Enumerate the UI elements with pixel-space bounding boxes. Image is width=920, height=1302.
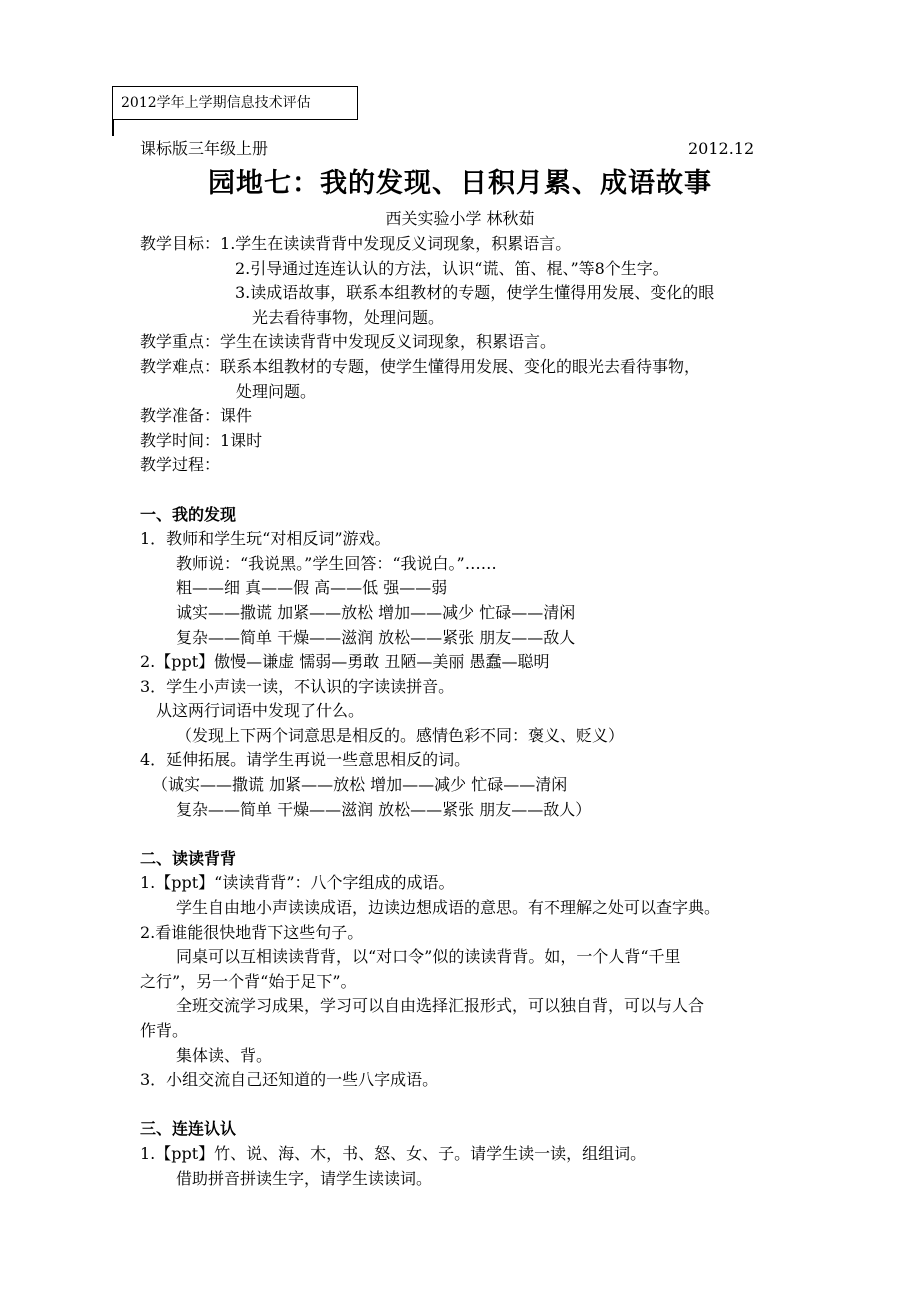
spacer — [140, 822, 785, 847]
goal-3a: 3.读成语故事，联系本组教材的专题，使学生懂得用发展、变化的眼 — [235, 283, 715, 303]
header-rule — [112, 120, 114, 136]
section3-line-1: 1.【ppt】竹、说、海、木，书、怒、女、子。请学生读一读，组组词。 — [140, 1143, 647, 1163]
section1-heading: 一、我的发现 — [140, 504, 237, 524]
section1-line-5: 复杂——简单 干燥——滋润 放松——紧张 朋友——敌人 — [176, 627, 576, 647]
grade-label: 课标版三年级上册 — [140, 139, 269, 158]
section2-line-2: 学生自由地小声读读成语，边读边想成语的意思。有不理解之处可以查字典。 — [176, 898, 721, 918]
section2-line-6: 全班交流学习成果，学习可以自由选择汇报形式，可以独自背，可以与人合 — [176, 996, 705, 1016]
section2-line-1: 1.【ppt】“读读背背”：八个字组成的成语。 — [140, 873, 455, 893]
section2-line-7: 作背。 — [140, 1021, 189, 1040]
section3-line-2: 借助拼音拼读生字，请学生读读词。 — [176, 1168, 433, 1188]
key-point: 教学重点：学生在读读背背中发现反义词现象，积累语言。 — [140, 332, 557, 352]
teaching-time: 教学时间：1课时 — [140, 430, 263, 450]
section1-line-12: 复杂——简单 干燥——滋润 放松——紧张 朋友——敌人） — [176, 799, 592, 819]
section2-line-8: 集体读、背。 — [176, 1045, 273, 1065]
section1-line-1: 1．教师和学生玩“对相反词”游戏。 — [140, 529, 391, 549]
section1-line-10: 4．延伸拓展。请学生再说一些意思相反的词。 — [140, 750, 471, 770]
section2-line-4: 同桌可以互相读读背背，以“对口令”似的读读背背。如，一个人背“千里 — [176, 947, 681, 967]
goal-1: 1.学生在读读背背中发现反义词现象，积累语言。 — [220, 234, 572, 253]
preparation: 教学准备：课件 — [140, 406, 253, 426]
section2-heading: 二、读读背背 — [140, 848, 237, 868]
section2-line-9: 3．小组交流自己还知道的一些八字成语。 — [140, 1070, 439, 1090]
goal-3b: 光去看待事物，处理问题。 — [252, 307, 445, 327]
goal-2: 2.引导通过连连认认的方法，认识“谎、笛、棍、”等8个生字。 — [235, 258, 669, 278]
section1-line-4: 诚实——撒谎 加紧——放松 增加——减少 忙碌——清闲 — [176, 602, 576, 622]
section1-line-2: 教师说：“我说黑。”学生回答：“我说白。”…… — [176, 553, 497, 573]
goals-line-1 — [140, 232, 785, 257]
section2-line-5: 之行”，另一个背“始于足下”。 — [140, 971, 357, 991]
difficulty-b: 处理问题。 — [236, 381, 317, 401]
goals-label: 教学目标： — [140, 234, 221, 253]
header-box-label: 2012学年上学期信息技术评估 — [112, 86, 358, 120]
section1-line-7: 3．学生小声读一读，不认识的字读读拼音。 — [140, 676, 455, 696]
document-body — [140, 232, 785, 1191]
section1-line-11: （诚实——撒谎 加紧——放松 增加——减少 忙碌——清闲 — [152, 775, 568, 795]
section2-line-3: 2.看谁能很快地背下这些句子。 — [140, 922, 364, 942]
page-title: 园地七：我的发现、日积月累、成语故事 — [208, 168, 712, 199]
author-line: 西关实验小学 林秋茹 — [385, 209, 535, 228]
spacer — [140, 478, 785, 503]
section1-line-8: 从这两行词语中发现了什么。 — [156, 701, 365, 721]
date-label: 2012.12 — [688, 139, 755, 158]
section1-line-9: （发现上下两个词意思是相反的。感情色彩不同：褒义、贬义） — [176, 725, 625, 745]
section3-heading: 三、连连认认 — [140, 1119, 237, 1139]
difficulty-a: 教学难点：联系本组教材的专题，使学生懂得用发展、变化的眼光去看待事物， — [140, 356, 701, 376]
teaching-process: 教学过程： — [140, 455, 221, 475]
spacer — [140, 1093, 785, 1118]
section1-line-3: 粗——细 真——假 高——低 强——弱 — [176, 578, 448, 598]
section1-line-6: 2.【ppt】傲慢—谦虚 懦弱—勇敢 丑陋—美丽 愚蠢—聪明 — [140, 652, 550, 672]
